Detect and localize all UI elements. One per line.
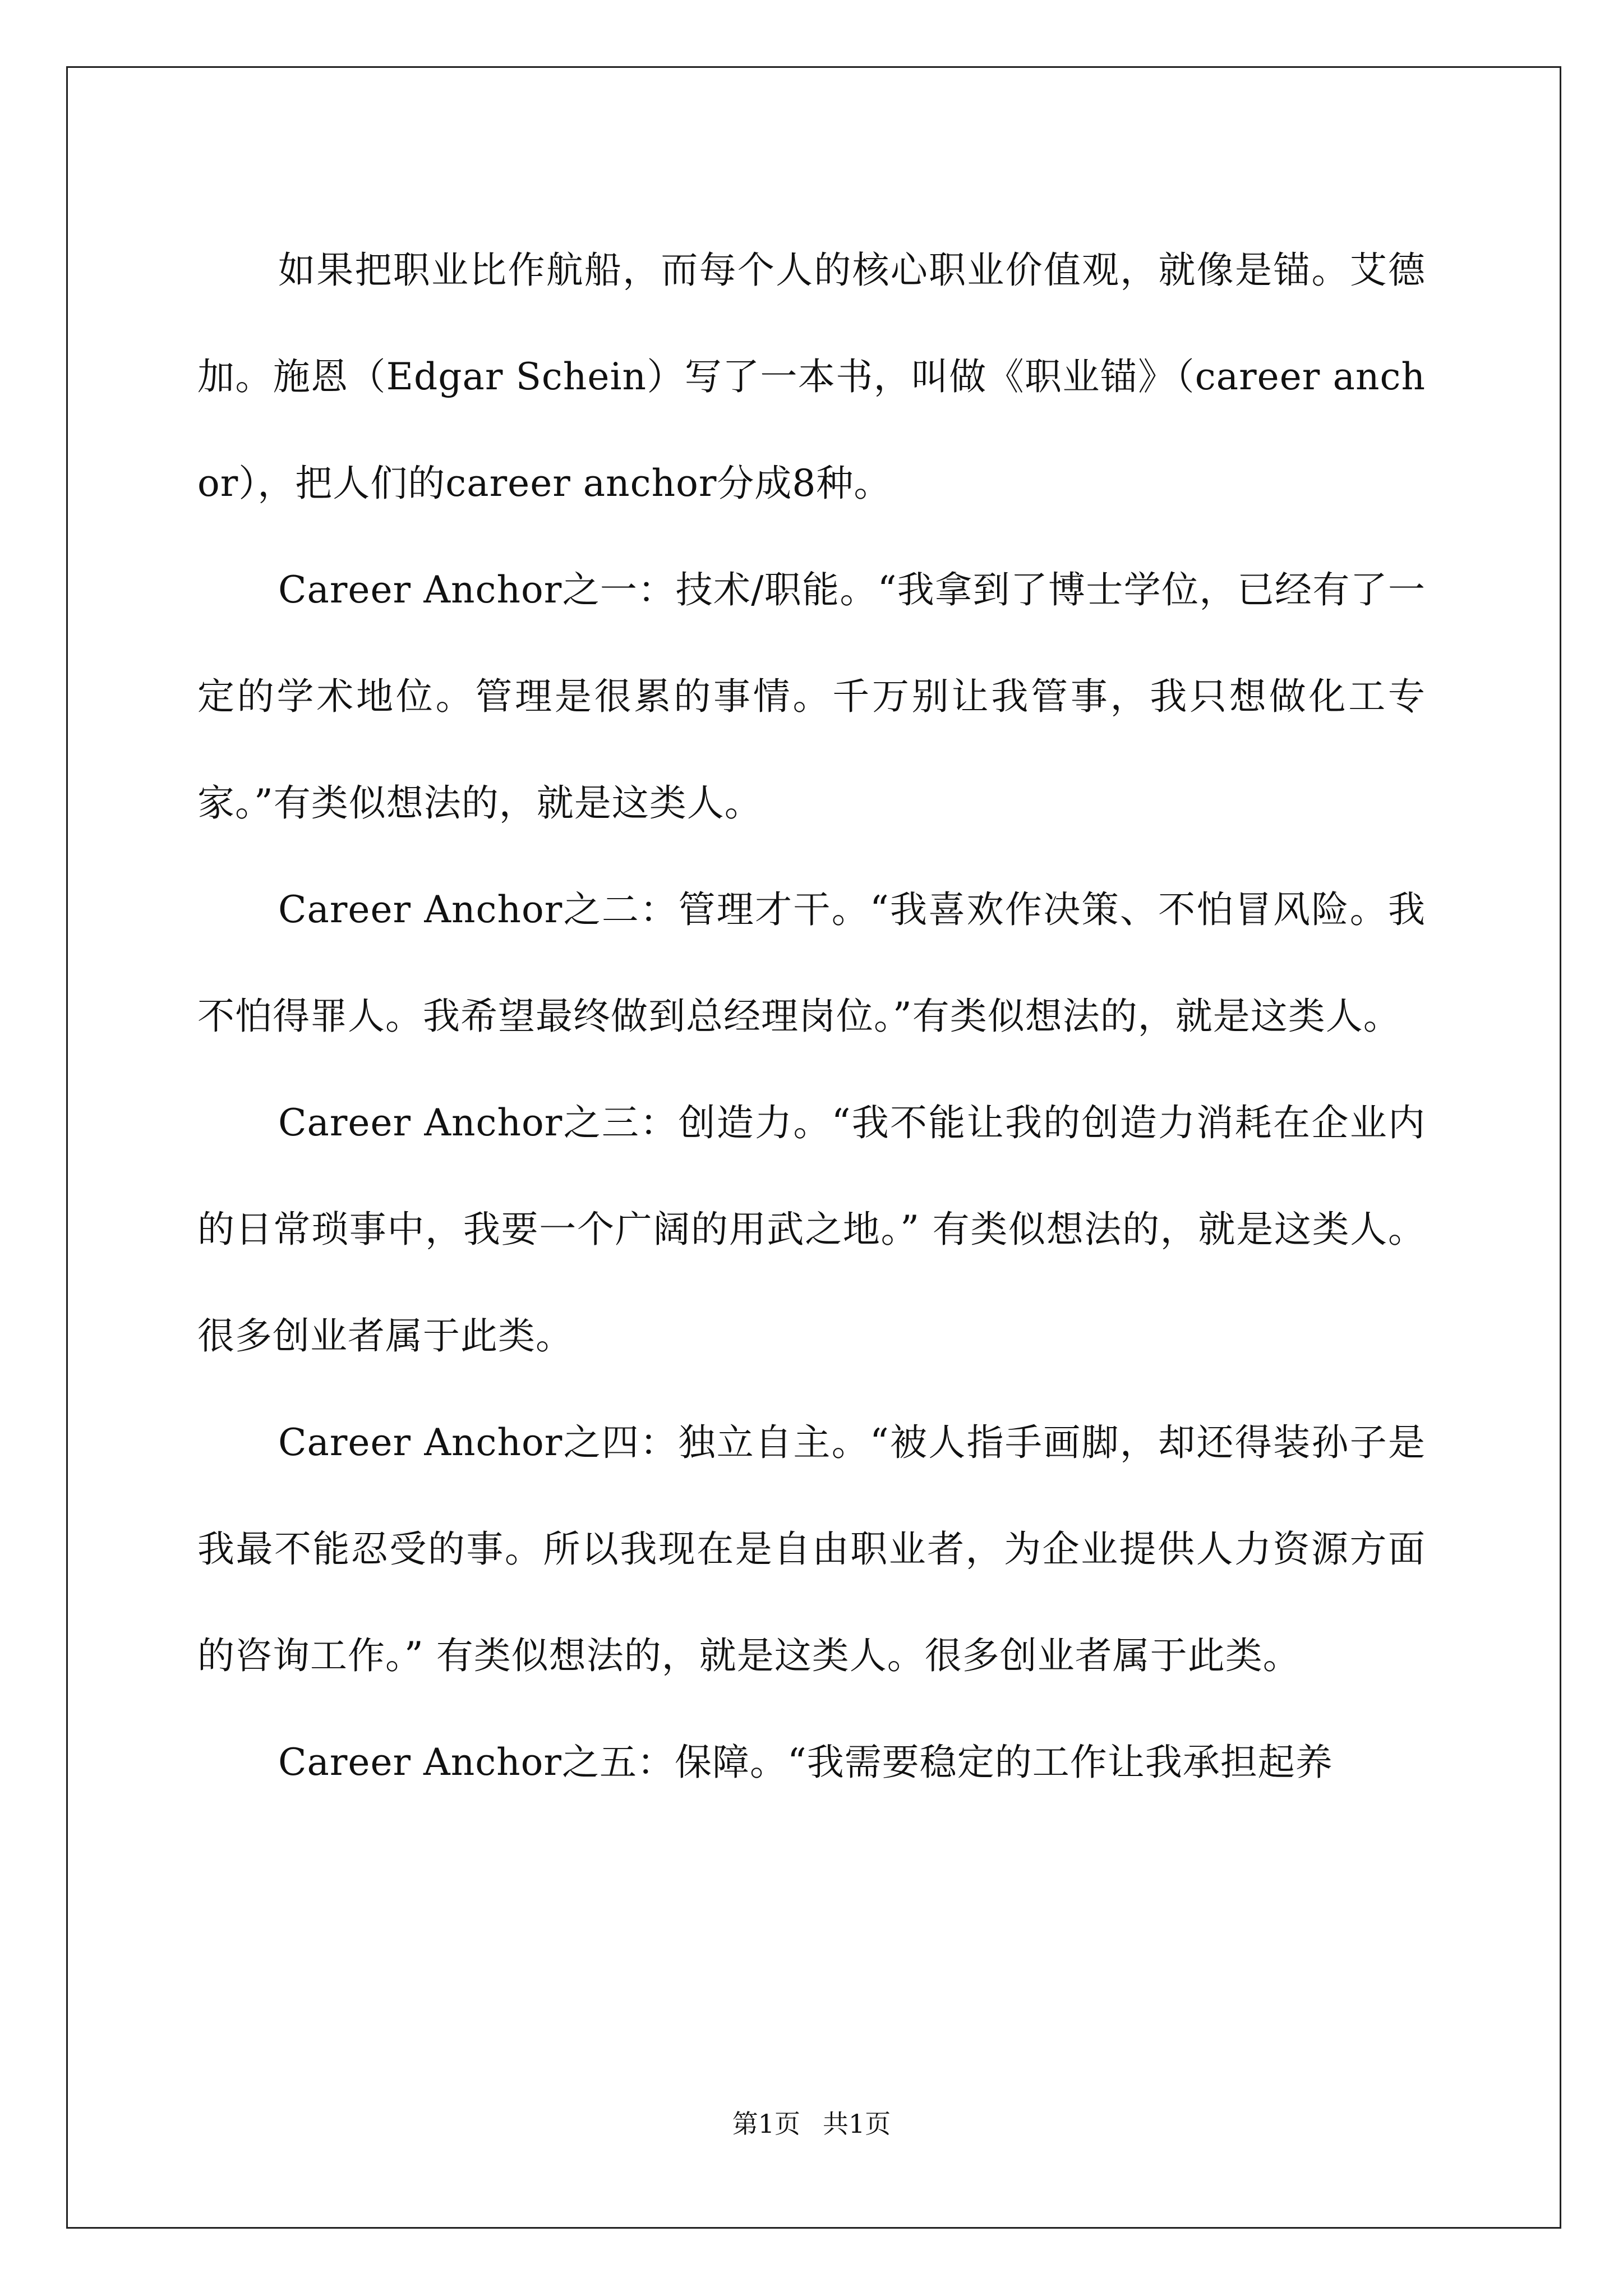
page-total: 共1页: [823, 2109, 891, 2139]
paragraph-anchor-5: Career Anchor之五：保障。“我需要稳定的工作让我承担起养: [278, 1741, 1333, 1784]
page-number: 第1页: [732, 2109, 800, 2139]
page-footer: [0, 2104, 1623, 2141]
paragraph-intro: 如果把职业比作航船，而每个人的核心职业价值观，就像是锚。艾德加。施恩（Edgar Schein）写了一本书，叫做《职业锚》（career anchor），把人们的career anchor分成8种。: [197, 249, 1426, 505]
paragraph-anchor-3: Career Anchor之三：创造力。“我不能让我的创造力消耗在企业内的日常琐事中，我要一个广阔的用武之地。” 有类似想法的，就是这类人。很多创业者属于此类。: [197, 1101, 1426, 1358]
paragraph-anchor-1: Career Anchor之一：技术/职能。“我拿到了博士学位，已经有了一定的学术地位。管理是很累的事情。千万别让我管事，我只想做化工专家。”有类似想法的，就是这类人。: [197, 568, 1426, 825]
document-body: [197, 217, 1426, 1816]
paragraph-anchor-4: Career Anchor之四：独立自主。“被人指手画脚，却还得装孙子是我最不能忍受的事。所以我现在是自由职业者，为企业提供人力资源方面的咨询工作。” 有类似想法的，就是这类人。很多创业者属于此类。: [197, 1421, 1426, 1677]
paragraph-anchor-2: Career Anchor之二：管理才干。“我喜欢作决策、不怕冒风险。我不怕得罪人。我希望最终做到总经理岗位。”有类似想法的，就是这类人。: [197, 888, 1426, 1038]
